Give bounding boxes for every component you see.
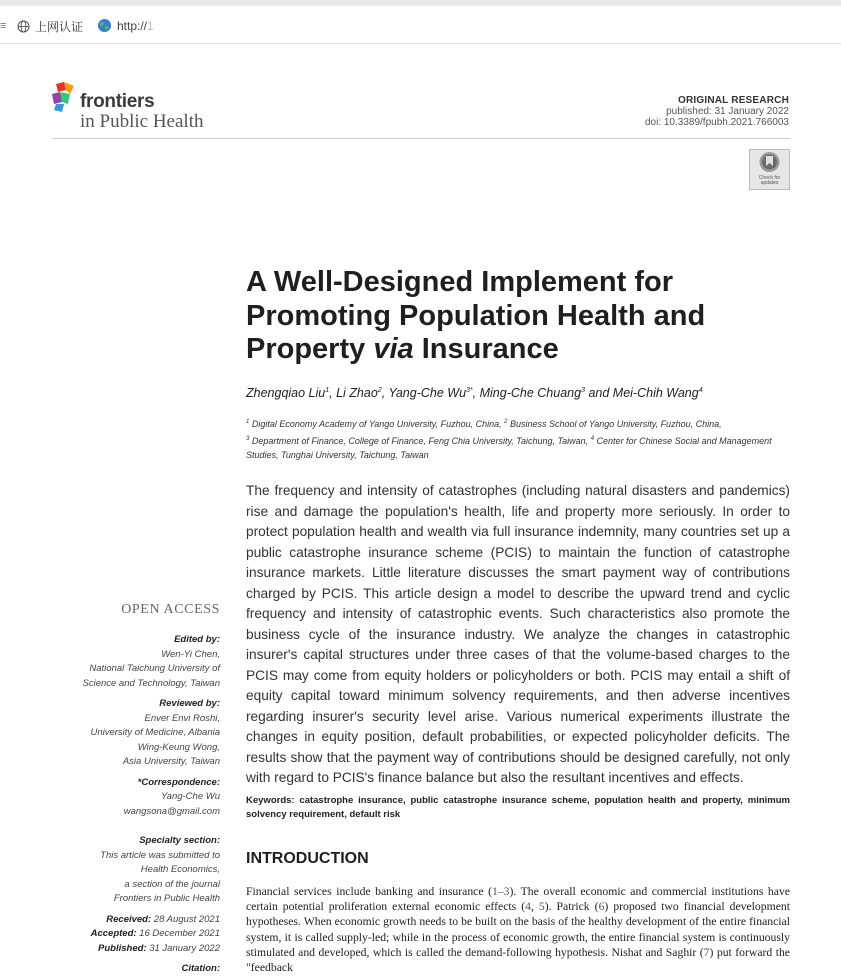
introduction-paragraph: Financial services include banking and insurance (1–3). The overall economic and commercial institutions have certain potential proliferation external economic effects (4, 5). Patrick (6) proposed two financial development hypotheses. When economic growth needs to be built on the basis of the healthy development of the entire financial system, it is called supply-led; while in the process of economic growth, the entire financial system is continuously stimulated and developed, which is called the demand-following hypothesis. Nishat and Saghir (7) put forward the "feedback — [246, 885, 790, 975]
specialty-line: This article was submitted to — [100, 849, 220, 861]
author-name[interactable]: Yang-Che Wu — [388, 386, 467, 400]
reviewer-line: Enver Envi Roshi, — [144, 712, 220, 724]
correspondence-label: *Correspondence: — [137, 776, 220, 788]
author-name[interactable]: Mei-Chih Wang — [612, 386, 699, 400]
author-name[interactable]: Ming-Che Chuang — [479, 386, 582, 400]
frontiers-logo-icon — [52, 82, 78, 114]
editor-line: National Taichung University of — [89, 663, 220, 674]
reviewer-line: University of Medicine, Albania — [90, 727, 220, 738]
author-list: Zhengqiao Liu$^1$, Li Zhao$^2$, Yang-Che $Wu^{3*}$, Ming-Che Chuang$^3$ and Mei-Chih Wang$^4$ — [246, 386, 703, 400]
keywords — [246, 794, 790, 822]
section-heading-introduction: INTRODUCTION — [246, 850, 369, 867]
author-name[interactable]: Zhengqiao Liu — [246, 386, 326, 400]
citation-link[interactable]: 5 — [538, 900, 545, 914]
article-title: A Well-Designed Implement for Promoting Population Health and Property via Insurance — [246, 266, 706, 365]
reviewer-line: Asia University, Taiwan — [122, 756, 220, 767]
browser-bookmarks-bar — [0, 6, 841, 44]
citation-link[interactable]: 6 — [598, 900, 605, 914]
editor-line: Science and Technology, Taiwan — [82, 677, 220, 689]
bookmark-url-text: http://1 — [117, 18, 154, 33]
specialty-line: Health Economics, — [140, 864, 220, 875]
specialty-line: a section of the journal — [124, 878, 220, 890]
check-for-updates-badge[interactable] — [749, 149, 790, 190]
bookmark-ribbon-icon — [750, 150, 789, 176]
citation-link[interactable]: 1–3 — [491, 885, 510, 898]
accepted-date: Accepted: 16 December 2021 — [90, 928, 220, 939]
journal-logo[interactable] — [52, 82, 232, 132]
edited-by-label: Edited by: — [174, 634, 220, 645]
article-meta — [645, 95, 789, 128]
journal-name: frontiers — [80, 91, 155, 112]
bookmarks-edge-glyph: ≡ — [0, 20, 7, 32]
open-access-label: OPEN ACCESS — [121, 602, 220, 617]
doi[interactable]: doi: 10.3389/fpubh.2021.766003 — [644, 117, 789, 128]
keywords-text: catastrophe insurance, public catastrophe insurance scheme, population health and property, minimum solvency requirement, default risk — [246, 795, 790, 820]
citation-link[interactable]: 4 — [525, 900, 531, 914]
abstract: The frequency and intensity of catastrophes (including natural disasters and pandemics) rise and damage the population's health, life and property more seriously. In order to protect population health and wealth via full insurance indemnity, many countries set up a public catastrophe insurance scheme (PCIS) to maintain the function of catastrophe insurance markets. Little literature discusses the smart payment way of contributions charged by PCIS. This article design a model to describe the upward trend and cyclic frequency and intensity of catastrophic events. Such characteristics also promote the business cycle of the insurance industry. We analyze the changes in catastrophic insurer's capital structures under three cases of that the volume-based charges to the PCIS may come from equity holders or policyholders or both. PCIS may entail a shift of equity capital toward minimum solvency requirements, and then adverse incentives regarding insurer's security level arise. Various numerical experiments illustrate the changes in equity position, default probabilities, or expected policyholder deficits. The results show that the payment way of contributions should be designed carefully, not only with regard to PCIS's finance balance but also the resultant incentives and effects. — [246, 483, 790, 785]
earth-icon — [97, 18, 112, 33]
author-name[interactable]: Li Zhao — [336, 386, 378, 400]
affiliations: $^1$ Digital Economy Academy of Yango University, Fuzhou, China, $^2$ Business School of Yango University, Fuzhou, China, $^3$ Department of Finance, College of Finance, Feng Chia University, Taichung, Taiwan, $^4$ Center for Chinese Social and Management Studies, Tunghai University, Taichung, Taiwan — [246, 419, 772, 460]
article-type: ORIGINAL RESEARCH — [677, 95, 789, 106]
correspondence-email[interactable]: wangsona@gmail.com — [123, 805, 220, 817]
keywords-label: Keywords: — [246, 795, 295, 806]
reviewer-line: Wing-Keung Wong, — [137, 741, 220, 753]
received-date: Received: 28 August 2021 — [106, 913, 220, 925]
header-divider — [52, 138, 790, 139]
editor-line: Wen-Yi Chen, — [161, 648, 220, 660]
bookmark-portal-login[interactable] — [17, 18, 83, 35]
published-date: published: 31 January 2022 — [666, 106, 789, 117]
check-for-updates-label: Check for updates — [758, 175, 781, 186]
specialty-section-label: Specialty section: — [139, 835, 220, 846]
journal-subtitle: in Public Health — [80, 111, 204, 132]
correspondence-name: Yang-Che Wu — [161, 791, 220, 802]
published-date-sidebar: Published: 31 January 2022 — [98, 942, 220, 954]
citation-link[interactable]: 7 — [703, 945, 710, 959]
globe-icon — [17, 20, 30, 33]
article-info-sidebar — [40, 633, 220, 977]
citation-label: Citation: — [181, 963, 220, 974]
bookmark-url[interactable] — [97, 18, 154, 33]
specialty-line: Frontiers in Public Health — [113, 893, 220, 904]
reviewed-by-label: Reviewed by: — [159, 698, 220, 709]
bookmark-label: 上网认证 — [35, 20, 84, 34]
